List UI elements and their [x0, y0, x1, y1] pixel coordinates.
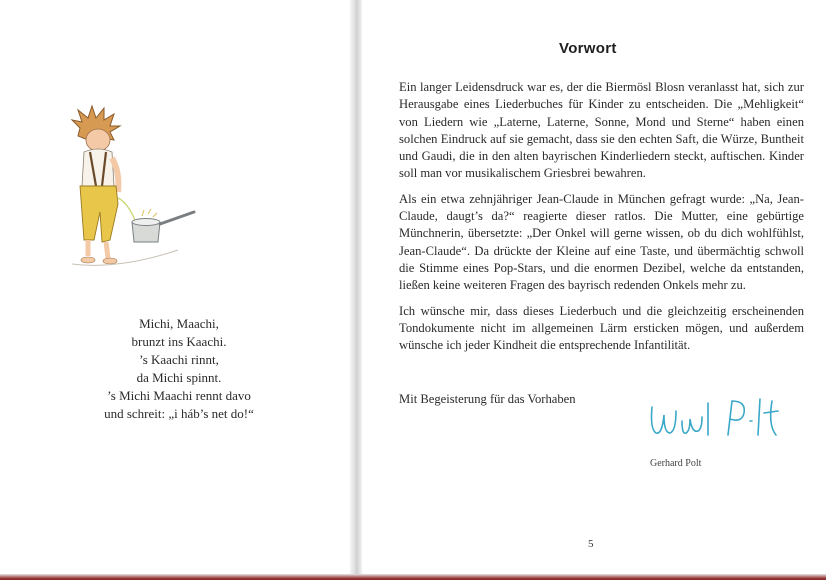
- poem-line: da Michi spinnt.: [136, 370, 222, 385]
- poem-line: ’s Michi Maachi rennt davo: [107, 388, 251, 403]
- poem-line: Michi, Maachi,: [139, 316, 219, 331]
- poem-line: ’s Kaachi rinnt,: [139, 352, 219, 367]
- page-number: 5: [588, 538, 594, 550]
- preface-body: [399, 79, 804, 362]
- paragraph: Ich wünsche mir, dass dieses Liederbuch und die gleichzeitig erscheinenden Tondokumente nicht im allgemeinen Lärm ersticken mögen, und außerdem wünsche ich jeder Kindheit die entsprechende Infantilität.: [399, 303, 804, 353]
- poem-line: brunzt ins Kaachi.: [131, 334, 227, 349]
- book-bottom-edge: [0, 574, 826, 580]
- right-page: [362, 0, 826, 580]
- page-title: Vorwort: [559, 40, 617, 57]
- left-page: [0, 0, 352, 580]
- book-gutter: [350, 0, 362, 580]
- signature: [646, 395, 786, 445]
- paragraph: Als ein etwa zehnjähriger Jean-Claude in München gefragt wurde: „Na, Jean-Claude, daugt’s da?“ reagierte dieser ratlos. Die Mutter, eine gebürtige Münchnerin, übersetzte: „Der Onkel will gerne wissen, ob du dich wohlfühlst, Jean-Claude“. Da drückte der Kleine auf eine Taste, und übermächtig schwoll die Stimme eines Pop-Stars, und die enormen Dezibel, welche da entstanden, ließen keine weiteren Fragen des bayrisch redenden Onkels mehr zu.: [399, 191, 804, 293]
- poem: [64, 315, 294, 423]
- paragraph: Ein langer Leidensdruck war es, der die Biermösl Blosn veranlasst hat, sich zur Herausgabe eines Liederbuches für Kinder zu entscheiden. Die „Mehligkeit“ von Liedern wie „Laterne, Laterne, Sonne, Mond und Sterne“ haben einen solchen Eindruck auf sie gemacht, dass sie den echten Saft, die Würze, Buntheit und Gaudi, die in den alten bayrischen Kinderliedern steckt, auftischen. Kinder soll man vor musikalischem Griesbrei bewahren.: [399, 80, 804, 181]
- boy-with-saucepan-icon: [58, 100, 198, 280]
- poem-line: und schreit: „i háb’s net do!“: [104, 406, 254, 421]
- signature-name: Gerhard Polt: [650, 458, 702, 469]
- closing-line: Mit Begeisterung für das Vorhaben: [399, 392, 576, 406]
